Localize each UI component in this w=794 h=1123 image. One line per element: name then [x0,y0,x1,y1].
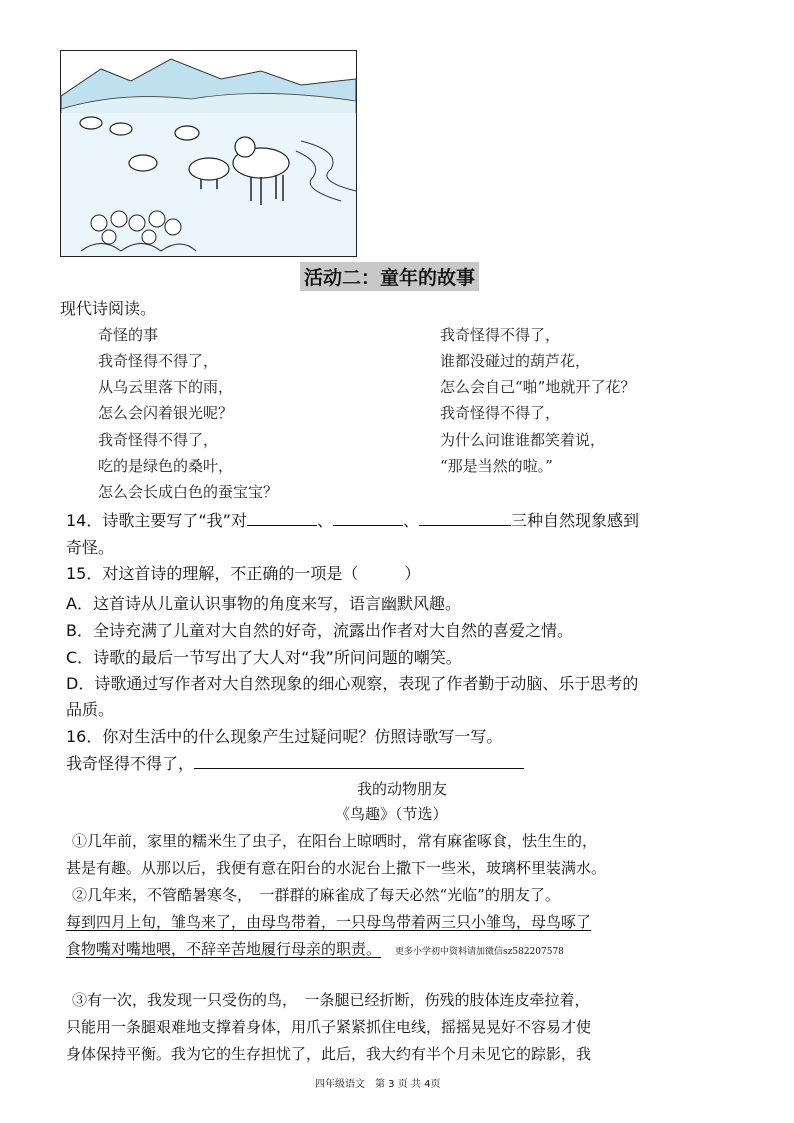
poem-left-line: 怎么会长成白色的蚕宝宝？ [98,483,279,501]
passage-p2-line: ②几年来，不管酷暑寒冬， 一群群的麻雀成了每天必然“光临”的朋友了。 [72,886,560,904]
passage-p2-line3 [66,938,564,959]
passage-p1-line: 甚是有趣。从那以后，我便有意在阳台的水泥台上撒下一些米，玻璃杯里装满水。 [66,859,607,877]
passage-p2-underlined: 每到四月上旬，雏鸟来了，由母鸟带着，一只母鸟带着两三只小雏鸟，母鸟啄了 [66,913,592,931]
poem-left-line: 我奇怪得不得了， [98,431,219,449]
question-14 [66,508,639,531]
passage-p1-line: ①几年前，家里的糯米生了虫子，在阳台上晾晒时，常有麻雀啄食，怯生生的， [72,832,598,850]
passage-p3-line: 身体保持平衡。我为它的生存担忧了，此后，我大约有半个月未见它的踪影，我 [66,1045,592,1063]
question-15 [66,561,420,584]
reading-intro: 现代诗阅读。 [60,299,157,318]
q15-close: ） [404,564,421,583]
poem-right-line: 我奇怪得不得了， [440,404,561,422]
q14-sep: 、 [316,511,333,530]
poem-right-line: 怎么会自己“啪”地就开了花？ [440,378,636,396]
q15-option-d[interactable]: D．诗歌通过写作者对大自然现象的细心观察，表现了作者勤于动脑、乐于思考的 [66,674,639,693]
passage-subheading: 《鸟趣》（节选） [335,805,448,823]
answer-blank-1[interactable] [247,509,317,526]
passage-p3-line: ③有一次，我发现一只受伤的鸟， 一条腿已经折断，伤残的肢体连皮牵拉着， [72,991,590,1009]
poem-left-line: 奇怪的事 [98,326,159,344]
q15-option-c[interactable]: C．诗歌的最后一节写出了大人对“我”所问问题的嘲笑。 [66,648,462,667]
pasture-drawing [61,51,356,256]
answer-blank-2[interactable] [333,509,403,526]
passage-heading: 我的动物朋友 [357,780,448,798]
q15-stem: 15．对这首诗的理解，不正确的一项是（ [66,564,359,583]
passage-p3-line: 只能用一条腿艰难地支撑着身体，用爪子紧紧抓住电线，摇摇晃晃好不容易才使 [66,1018,592,1036]
poem-left-line: 从乌云里落下的雨， [98,378,234,396]
answer-blank-3[interactable] [419,509,511,526]
poem-right-line: “那是当然的啦。” [440,457,553,475]
q16-prefix: 我奇怪得不得了， [66,754,195,773]
poem-left-line: 怎么会闪着银光呢？ [98,404,234,422]
q14-continuation: 奇怪。 [66,538,115,557]
activity-title: 活动二：童年的故事 [300,262,479,291]
page-footer: 四年级语文 第 3 页 共 4页 [315,1079,441,1090]
poem-right-line: 我奇怪得不得了， [440,326,561,344]
q14-sep: 、 [402,511,419,530]
poem-right-line: 谁都没碰过的葫芦花， [440,352,591,370]
q16-line [66,751,524,774]
q15-option-a[interactable]: A．这首诗从儿童认识事物的角度来写，语言幽默风趣。 [66,594,461,613]
q15-option-d-cont: 品质。 [66,700,115,719]
promo-note: 更多小学初中资料请加微信sz582207578 [395,947,564,957]
poem-right-line: 为什么问谁谁都笑着说， [440,431,606,449]
question-16: 16．你对生活中的什么现象产生过疑问呢？仿照诗歌写一写。 [66,727,503,746]
q15-option-b[interactable]: B．全诗充满了儿童对大自然的好奇，流露出作者对大自然的喜爱之情。 [66,621,573,640]
poem-left-line: 吃的是绿色的桑叶， [98,457,234,475]
q14-text: 14．诗歌主要写了“我”对 [66,511,247,530]
pasture-illustration [60,50,357,257]
q14-text-end: 三种自然现象感到 [510,511,639,530]
passage-p2-underlined-end: 食物嘴对嘴地喂，不辞辛苦地履行母亲的职责。 [66,940,382,958]
poem-left-line: 我奇怪得不得了， [98,352,219,370]
q16-answer-line[interactable] [194,752,524,769]
